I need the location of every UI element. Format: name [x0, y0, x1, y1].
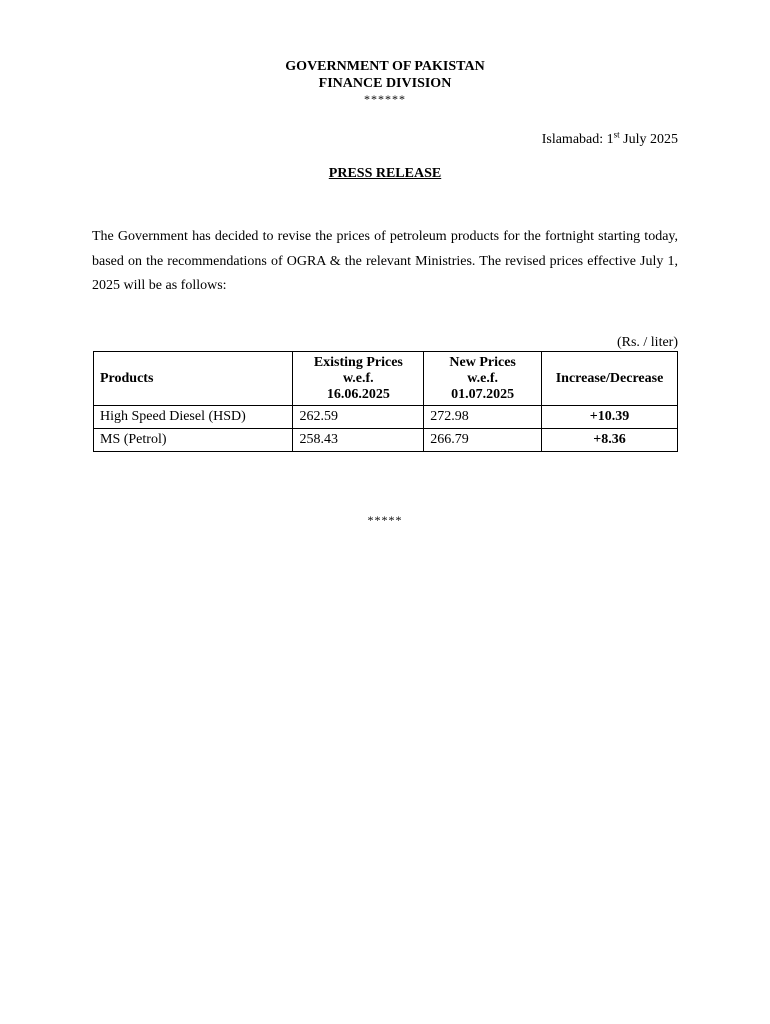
product-name: High Speed Diesel (HSD): [94, 406, 293, 429]
header-new-prices: [424, 352, 542, 406]
document-title: PRESS RELEASE: [328, 166, 442, 181]
prices-table: [93, 351, 678, 452]
price-change: +8.36: [542, 429, 678, 452]
unit-label: (Rs. / liter): [616, 335, 678, 350]
header-existing-line3: 16.06.2025: [326, 386, 390, 402]
header-government: GOVERNMENT OF PAKISTAN: [285, 59, 485, 74]
table-row: [94, 429, 678, 452]
dateline-place: Islamabad: 1: [541, 132, 614, 147]
body-paragraph: The Government has decided to revise the prices of petroleum products for the fortnight starting today, based on the recommendations of OGRA & the relevant Ministries. The revised prices effective July 1, 2025 will be as follows:: [92, 229, 678, 293]
existing-price: 262.59: [293, 406, 424, 429]
product-name: MS (Petrol): [94, 429, 293, 452]
table-header-row: [94, 352, 678, 406]
header-existing-prices: [293, 352, 424, 406]
dateline-rest: July 2025: [619, 132, 678, 147]
header-new-line2: w.e.f.: [467, 370, 498, 386]
dateline-ordinal: st: [613, 129, 620, 140]
footer-separator: *****: [367, 513, 403, 527]
header-separator: ******: [364, 92, 406, 106]
header-existing-line1: Existing Prices: [313, 354, 403, 370]
header-new-line3: 01.07.2025: [451, 386, 515, 402]
table-row: [94, 406, 678, 429]
price-change: +10.39: [542, 406, 678, 429]
dateline: [542, 131, 678, 149]
existing-price: 258.43: [293, 429, 424, 452]
header-products: Products: [94, 352, 293, 406]
header-increase-decrease: Increase/Decrease: [542, 352, 678, 406]
header-new-line1: New Prices: [449, 354, 516, 370]
header-division: FINANCE DIVISION: [318, 76, 452, 91]
header-existing-line2: w.e.f.: [342, 370, 374, 386]
new-price: 272.98: [424, 406, 542, 429]
new-price: 266.79: [424, 429, 542, 452]
